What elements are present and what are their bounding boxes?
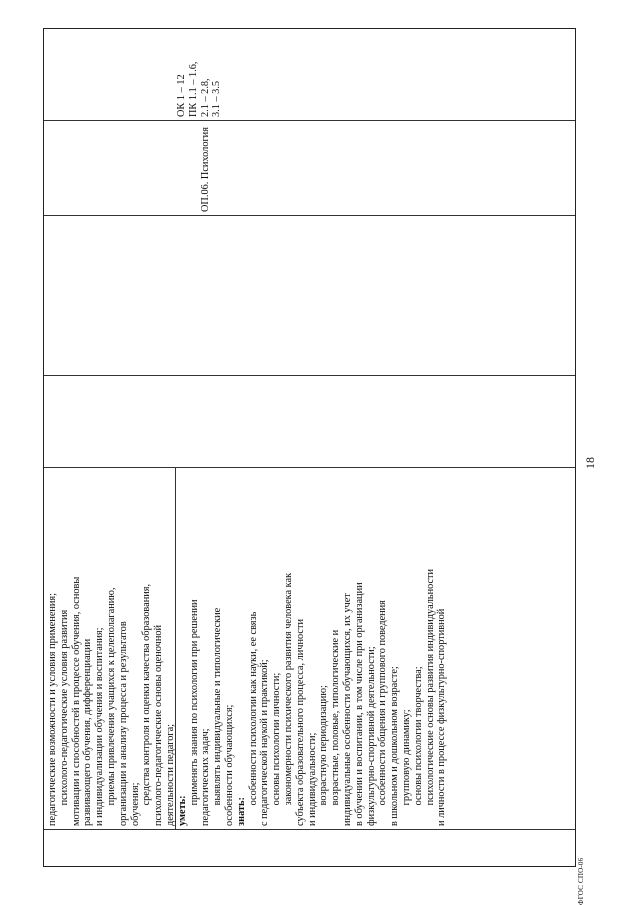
knowledge-skills-cell [47,298,448,826]
competency-line: 2.1 – 2.8, [199,78,211,117]
description-line: средства контроля и оценки качества образования, [141,583,153,826]
description-line: психологические основы развития индивидуальности [424,568,436,826]
description-line: групповую динамику; [400,709,412,826]
description-line: основы психологии личности; [271,672,283,826]
description-line: обучения; [129,782,141,826]
description-line: особенности обучающихся; [223,704,235,826]
competency-table [43,28,576,867]
column-divider [44,829,575,830]
description-line: и индивидуализации обучения и воспитания; [94,627,106,826]
description-line: психолого-педагогические основы оценочной [153,625,165,826]
description-line: мотивации и способностей в процессе обучения, основы [70,576,82,826]
description-line: возрастную периодизацию; [318,685,330,826]
description-line: выявлять индивидуальные и типологические [212,607,224,826]
description-line: возрастные, половые, типологические и [330,629,342,826]
description-line: психолого-педагогические условия развития [58,609,70,826]
description-line: уметь: [176,795,188,826]
description-line: применять знания по психологии при решении [188,599,200,826]
column-divider [44,120,575,121]
description-line: особенности психологии как науки, ее связь [247,611,259,826]
description-line: организации и анализу процесса и результатов [117,621,129,826]
description-line: особенности общения и группового поведения [377,600,389,826]
footer-code: ФГОС СПО-06 [577,857,585,905]
description-line: индивидуальные особенности обучающихся, их учет [341,593,353,826]
description-line: развивающего обучения, дифференциации [82,638,94,826]
description-line: педагогические возможности и условия применения; [47,592,58,826]
discipline-cell [176,127,235,212]
discipline-name: ОП.06. Психология [199,127,211,212]
description-line: в обучении и воспитании, в том числе при организации [353,582,365,826]
competency-line: ПК 1.1 – 1.6, [187,61,199,117]
description-line: физкультурно-спортивной деятельности; [365,646,377,826]
description-line: с педагогической наукой и практикой; [259,659,271,826]
competency-line: ОК 1 – 12 [176,74,187,117]
competencies-cell [176,62,223,118]
description-line: закономерности психического развития человека как [282,572,294,826]
description-line: знать: [235,797,247,826]
description-line: субъекта образовательного процесса, личности [294,619,306,826]
description-line: и личности в процессе физкультурно-спортивной [436,608,448,826]
description-line: приемы привлечения учащихся к целеполаганию, [105,587,117,826]
description-line: в школьном и дошкольном возрасте; [389,666,401,826]
column-divider [44,215,575,216]
page-number: 18 [583,457,597,469]
description-line: и индивидуальности; [306,732,318,826]
description-line: деятельности педагога; [164,723,176,826]
description-line: педагогических задач; [200,728,212,826]
description-line: основы психологии творчества; [412,666,424,826]
competency-line: 3.1 – 3.5 [211,80,223,117]
